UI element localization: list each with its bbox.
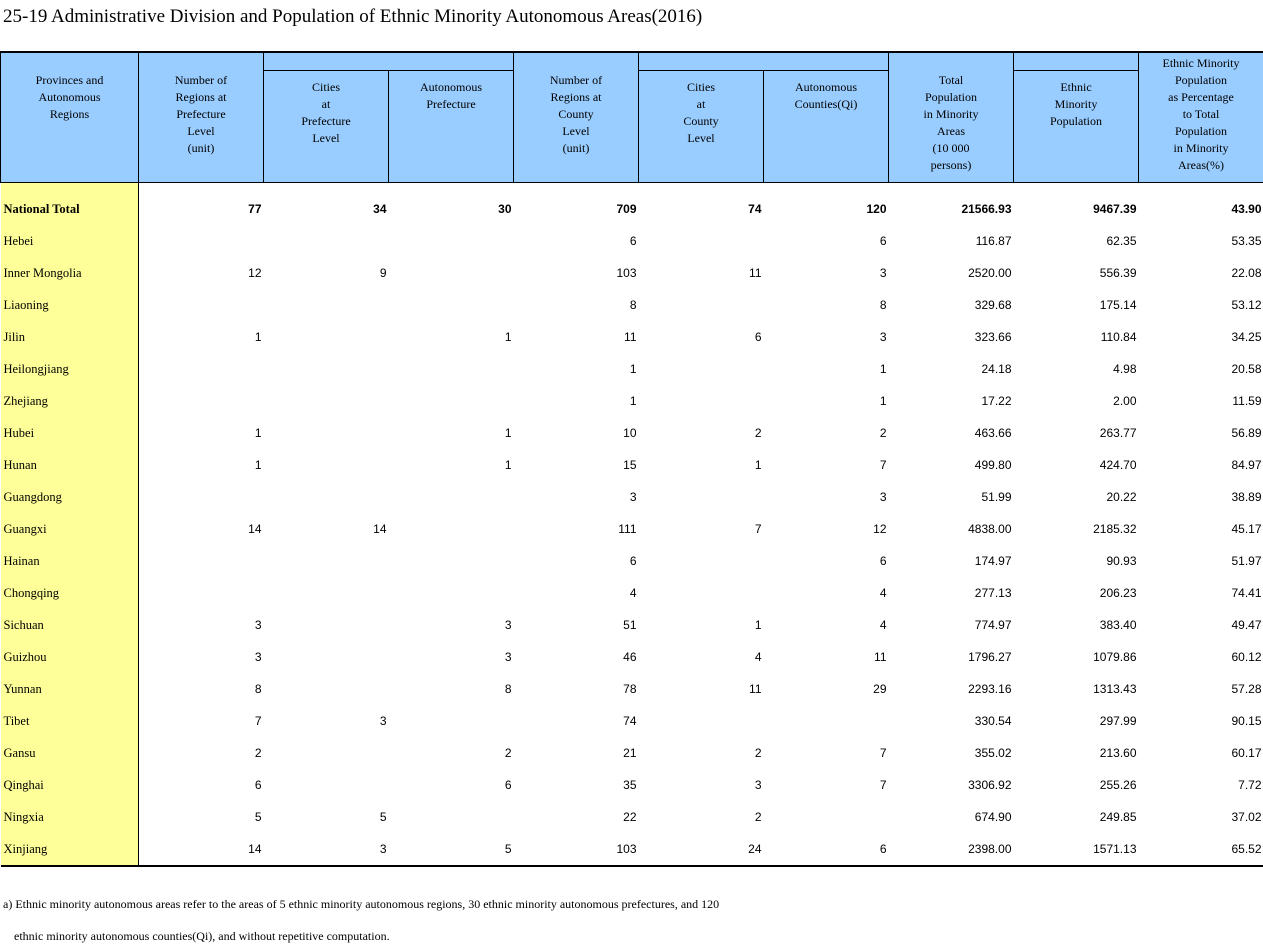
cell-autonomous-counties: 6 [879, 234, 887, 248]
cell-ethnic-percentage: 51.97 [1231, 554, 1262, 568]
cell-county-number: 8 [629, 298, 637, 312]
cell-prefecture-number [139, 289, 264, 321]
cell-autonomous-prefecture: 6 [504, 778, 512, 792]
cell-autonomous-prefecture: 30 [498, 202, 512, 216]
cell-county-cities: 4 [754, 650, 762, 664]
cell-prefecture-number [139, 353, 264, 385]
cell-prefecture-cities [264, 577, 389, 609]
cell-prefecture-cities [264, 289, 389, 321]
cell-prefecture-number: 14 [139, 833, 264, 866]
cell-ethnic-percentage: 53.12 [1231, 298, 1262, 312]
cell-total-population: 2293.16 [968, 682, 1012, 696]
cell-autonomous-counties: 3 [879, 490, 887, 504]
cell-prefecture-cities: 3 [379, 714, 387, 728]
table-body [1, 183, 1263, 867]
cell-autonomous-counties: 3 [879, 266, 887, 280]
cell-county-cities [639, 705, 764, 737]
cell-ethnic-percentage: 37.02 [1231, 810, 1262, 824]
cell-region-name: Tibet [1, 705, 139, 737]
table-row [1, 577, 1263, 609]
cell-county-number: 10 [623, 426, 637, 440]
cell-ethnic-population: 62.35 [1106, 234, 1137, 248]
cell-ethnic-population: 383.40 [1099, 618, 1137, 632]
cell-county-cities: 1 [754, 618, 762, 632]
cell-region-name: Xinjiang [1, 833, 139, 866]
cell-ethnic-population: 90.93 [1106, 554, 1137, 568]
cell-prefecture-number: 5 [254, 810, 262, 824]
cell-autonomous-counties: 7 [879, 778, 887, 792]
cell-county-number: 15 [623, 458, 637, 472]
table-row [1, 801, 1263, 833]
table-row-total [1, 183, 1263, 226]
cell-prefecture-cities [264, 737, 389, 769]
table-row [1, 545, 1263, 577]
header-group-prefecture [264, 52, 514, 71]
cell-ethnic-population: 2185.32 [1093, 522, 1137, 536]
cell-ethnic-population: 297.99 [1099, 714, 1137, 728]
header-ethnic-population: Ethnic Minority Population [1014, 71, 1139, 183]
table-row [1, 289, 1263, 321]
cell-prefecture-number: 2 [254, 746, 262, 760]
cell-ethnic-percentage: 74.41 [1231, 586, 1262, 600]
cell-total-population: 174.97 [974, 554, 1012, 568]
cell-ethnic-percentage: 22.08 [1231, 266, 1262, 280]
cell-county-number: 103 [514, 833, 639, 866]
cell-total-population: 2520.00 [968, 266, 1012, 280]
cell-county-number: 78 [623, 682, 637, 696]
cell-county-number: 1 [629, 394, 637, 408]
header-autonomous-counties: Autonomous Counties(Qi) [764, 71, 889, 183]
cell-autonomous-counties: 4 [879, 586, 887, 600]
cell-autonomous-counties: 1 [879, 362, 887, 376]
cell-county-cities: 11 [749, 682, 762, 696]
cell-ethnic-population: 2.00 [1113, 394, 1137, 408]
cell-autonomous-counties: 6 [879, 554, 887, 568]
cell-ethnic-percentage: 38.89 [1231, 490, 1262, 504]
header-provinces: Provinces and Autonomous Regions [1, 52, 139, 183]
cell-region-name: Sichuan [1, 609, 139, 641]
cell-county-number: 709 [616, 202, 637, 216]
cell-autonomous-counties [764, 801, 889, 833]
cell-region-name: Liaoning [1, 289, 139, 321]
cell-prefecture-cities [264, 321, 389, 353]
cell-total-population: 674.90 [974, 810, 1012, 824]
cell-county-cities [639, 289, 764, 321]
cell-county-number: 51 [623, 618, 637, 632]
cell-prefecture-cities: 3 [264, 833, 389, 866]
table-header [1, 52, 1263, 183]
cell-total-population: 323.66 [974, 330, 1012, 344]
cell-ethnic-percentage: 49.47 [1231, 618, 1262, 632]
cell-ethnic-percentage: 43.90 [1231, 202, 1262, 216]
cell-ethnic-percentage: 60.12 [1231, 650, 1262, 664]
cell-ethnic-population: 556.39 [1099, 266, 1137, 280]
cell-ethnic-population: 263.77 [1099, 426, 1137, 440]
cell-autonomous-counties: 8 [879, 298, 887, 312]
table-row [1, 257, 1263, 289]
cell-autonomous-counties: 120 [866, 202, 887, 216]
cell-ethnic-population: 175.14 [1099, 298, 1137, 312]
cell-region-name: Hainan [1, 545, 139, 577]
header-county-cities: Cities at County Level [639, 71, 764, 183]
cell-county-number: 11 [624, 330, 637, 344]
cell-prefecture-number: 1 [254, 458, 262, 472]
header-ethnic-percentage: Ethnic Minority Population as Percentage to Total Population in Minority Areas(%) [1139, 52, 1263, 183]
cell-autonomous-prefecture: 1 [504, 458, 512, 472]
data-table [0, 51, 1263, 867]
cell-county-cities [639, 577, 764, 609]
cell-prefecture-cities [264, 385, 389, 417]
table-row [1, 609, 1263, 641]
cell-total-population: 774.97 [974, 618, 1012, 632]
cell-county-number: 6 [629, 234, 637, 248]
cell-ethnic-population: 110.84 [1100, 330, 1137, 344]
cell-prefecture-cities [264, 449, 389, 481]
table-row [1, 353, 1263, 385]
cell-ethnic-percentage: 84.97 [1231, 458, 1262, 472]
cell-autonomous-prefecture [389, 225, 514, 257]
cell-total-population: 2398.00 [889, 833, 1014, 866]
cell-total-population: 463.66 [974, 426, 1012, 440]
cell-total-population: 24.18 [981, 362, 1012, 376]
cell-county-number: 46 [623, 650, 637, 664]
cell-prefecture-cities [264, 417, 389, 449]
page-title: 25-19 Administrative Division and Population of Ethnic Minority Autonomous Areas(2016) [3, 6, 703, 27]
cell-prefecture-cities [264, 769, 389, 801]
cell-total-population: 329.68 [974, 298, 1012, 312]
cell-total-population: 4838.00 [968, 522, 1012, 536]
cell-autonomous-prefecture [389, 481, 514, 513]
cell-region-name: Ningxia [1, 801, 139, 833]
cell-region-name: Jilin [1, 321, 139, 353]
cell-ethnic-percentage: 11.59 [1232, 394, 1262, 408]
cell-autonomous-prefecture [389, 513, 514, 545]
cell-region-name: Inner Mongolia [1, 257, 139, 289]
footnote-line-1: a) Ethnic minority autonomous areas refer to the areas of 5 ethnic minority autonomous regions, 30 ethnic minority autonomous prefectures, and 120 [3, 897, 720, 911]
cell-total-population: 355.02 [974, 746, 1012, 760]
table-row [1, 641, 1263, 673]
table-row [1, 673, 1263, 705]
cell-county-cities: 6 [754, 330, 762, 344]
cell-prefecture-number [139, 385, 264, 417]
cell-region-name: Guizhou [1, 641, 139, 673]
cell-ethnic-percentage: 20.58 [1231, 362, 1262, 376]
table-row [1, 705, 1263, 737]
header-group-population [1014, 52, 1139, 71]
cell-ethnic-percentage: 34.25 [1231, 330, 1262, 344]
cell-prefecture-number [139, 545, 264, 577]
cell-autonomous-prefecture: 5 [389, 833, 514, 866]
table-row [1, 481, 1263, 513]
cell-autonomous-prefecture: 3 [504, 650, 512, 664]
cell-county-cities: 7 [754, 522, 762, 536]
cell-county-number: 111 [618, 522, 637, 536]
cell-autonomous-prefecture: 1 [504, 426, 512, 440]
table-row [1, 225, 1263, 257]
table-row [1, 737, 1263, 769]
cell-prefecture-number: 1 [254, 330, 262, 344]
cell-total-population: 116.87 [975, 234, 1012, 248]
cell-ethnic-percentage: 60.17 [1231, 746, 1262, 760]
cell-county-number: 74 [623, 714, 637, 728]
header-prefecture-cities: Cities at Prefecture Level [264, 71, 389, 183]
cell-county-cities: 1 [754, 458, 762, 472]
cell-autonomous-prefecture [389, 545, 514, 577]
cell-prefecture-number: 8 [254, 682, 262, 696]
data-table-container [0, 51, 1263, 867]
cell-county-number: 3 [629, 490, 637, 504]
cell-autonomous-counties: 11 [874, 650, 887, 664]
cell-prefecture-cities [264, 673, 389, 705]
cell-prefecture-number: 12 [248, 266, 262, 280]
cell-total-population: 17.22 [981, 394, 1012, 408]
cell-total-population: 1796.27 [968, 650, 1012, 664]
cell-ethnic-population: 20.22 [1106, 490, 1137, 504]
cell-region-name: Zhejiang [1, 385, 139, 417]
cell-ethnic-percentage: 53.35 [1231, 234, 1262, 248]
cell-autonomous-counties: 7 [879, 746, 887, 760]
cell-autonomous-counties: 3 [879, 330, 887, 344]
cell-autonomous-prefecture [389, 353, 514, 385]
footnote-line-2: ethnic minority autonomous counties(Qi), and without repetitive computation. [14, 929, 390, 943]
cell-ethnic-percentage: 90.15 [1231, 714, 1262, 728]
cell-autonomous-prefecture: 2 [504, 746, 512, 760]
cell-ethnic-percentage: 65.52 [1139, 833, 1263, 866]
cell-autonomous-counties: 4 [879, 618, 887, 632]
cell-autonomous-counties: 7 [879, 458, 887, 472]
cell-ethnic-population: 1571.13 [1014, 833, 1139, 866]
cell-autonomous-counties: 6 [764, 833, 889, 866]
cell-region-name: Hubei [1, 417, 139, 449]
table-row [1, 833, 1263, 866]
cell-region-name: Chongqing [1, 577, 139, 609]
cell-ethnic-population: 249.85 [1099, 810, 1137, 824]
cell-prefecture-number: 3 [254, 618, 262, 632]
cell-prefecture-cities [264, 225, 389, 257]
cell-ethnic-population: 1079.86 [1093, 650, 1137, 664]
cell-autonomous-counties: 12 [873, 522, 887, 536]
cell-autonomous-prefecture [389, 577, 514, 609]
cell-autonomous-prefecture [389, 801, 514, 833]
cell-autonomous-prefecture: 1 [504, 330, 512, 344]
cell-county-cities [639, 353, 764, 385]
cell-county-cities [639, 385, 764, 417]
cell-prefecture-number: 7 [254, 714, 262, 728]
table-row [1, 417, 1263, 449]
cell-prefecture-number [139, 481, 264, 513]
cell-county-number: 21 [623, 746, 637, 760]
cell-county-cities: 2 [754, 810, 762, 824]
cell-region-name: Gansu [1, 737, 139, 769]
cell-prefecture-number: 77 [248, 202, 262, 216]
cell-county-cities [639, 481, 764, 513]
cell-county-cities: 24 [639, 833, 764, 866]
cell-autonomous-prefecture [389, 257, 514, 289]
cell-region-name: Yunnan [1, 673, 139, 705]
cell-ethnic-population: 206.23 [1099, 586, 1137, 600]
cell-county-number: 22 [623, 810, 637, 824]
cell-prefecture-cities [264, 545, 389, 577]
cell-prefecture-number [139, 225, 264, 257]
cell-prefecture-cities: 34 [373, 202, 387, 216]
cell-autonomous-counties: 2 [879, 426, 887, 440]
cell-prefecture-cities: 5 [379, 810, 387, 824]
cell-total-population: 499.80 [974, 458, 1012, 472]
cell-county-cities: 2 [754, 746, 762, 760]
cell-county-number: 1 [629, 362, 637, 376]
cell-prefecture-cities [264, 481, 389, 513]
table-row [1, 385, 1263, 417]
table-row [1, 769, 1263, 801]
cell-ethnic-percentage: 7.72 [1238, 778, 1262, 792]
cell-county-number: 35 [623, 778, 637, 792]
cell-prefecture-cities: 14 [373, 522, 387, 536]
cell-region-name: Guangdong [1, 481, 139, 513]
cell-total-population: 21566.93 [961, 202, 1012, 216]
cell-prefecture-cities [264, 641, 389, 673]
cell-ethnic-population: 255.26 [1099, 778, 1137, 792]
cell-county-number: 4 [629, 586, 637, 600]
cell-prefecture-number: 6 [254, 778, 262, 792]
table-row [1, 449, 1263, 481]
cell-county-cities [639, 545, 764, 577]
cell-autonomous-prefecture [389, 289, 514, 321]
cell-county-number: 103 [616, 266, 637, 280]
cell-total-population: 277.13 [974, 586, 1012, 600]
header-county-number: Number of Regions at County Level (unit) [514, 52, 639, 183]
cell-prefecture-cities [264, 609, 389, 641]
cell-autonomous-prefecture [389, 385, 514, 417]
cell-total-population: 3306.92 [968, 778, 1012, 792]
cell-region-name: Qinghai [1, 769, 139, 801]
cell-county-cities: 11 [749, 266, 762, 280]
cell-prefecture-number: 3 [254, 650, 262, 664]
cell-ethnic-population: 1313.43 [1093, 682, 1137, 696]
header-group-county [639, 52, 889, 71]
cell-ethnic-population: 213.60 [1099, 746, 1137, 760]
cell-autonomous-prefecture: 3 [504, 618, 512, 632]
cell-region-name: Heilongjiang [1, 353, 139, 385]
table-row [1, 513, 1263, 545]
cell-region-name: Hebei [1, 225, 139, 257]
cell-ethnic-percentage: 57.28 [1231, 682, 1262, 696]
cell-region-name: Guangxi [1, 513, 139, 545]
header-total-population: Total Population in Minority Areas (10 000 persons) [889, 52, 1014, 183]
cell-region-name: National Total [1, 183, 139, 226]
cell-ethnic-population: 9467.39 [1093, 202, 1137, 216]
cell-autonomous-prefecture: 8 [504, 682, 512, 696]
cell-ethnic-percentage: 56.89 [1231, 426, 1262, 440]
cell-prefecture-cities: 9 [379, 266, 387, 280]
header-autonomous-prefecture: Autonomous Prefecture [389, 71, 514, 183]
cell-prefecture-number [139, 577, 264, 609]
cell-autonomous-counties [764, 705, 889, 737]
cell-autonomous-counties: 1 [879, 394, 887, 408]
cell-autonomous-prefecture [389, 705, 514, 737]
cell-county-cities: 2 [754, 426, 762, 440]
cell-ethnic-population: 4.98 [1113, 362, 1137, 376]
cell-prefecture-number: 14 [248, 522, 262, 536]
cell-prefecture-cities [264, 353, 389, 385]
table-row [1, 321, 1263, 353]
cell-region-name: Hunan [1, 449, 139, 481]
cell-county-cities: 3 [754, 778, 762, 792]
cell-prefecture-number: 1 [254, 426, 262, 440]
cell-autonomous-counties: 29 [873, 682, 887, 696]
cell-ethnic-population: 424.70 [1099, 458, 1137, 472]
header-prefecture-number: Number of Regions at Prefecture Level (unit) [139, 52, 264, 183]
cell-county-cities: 74 [748, 202, 762, 216]
cell-county-cities [639, 225, 764, 257]
cell-ethnic-percentage: 45.17 [1231, 522, 1262, 536]
cell-total-population: 51.99 [981, 490, 1012, 504]
cell-total-population: 330.54 [974, 714, 1012, 728]
cell-county-number: 6 [629, 554, 637, 568]
